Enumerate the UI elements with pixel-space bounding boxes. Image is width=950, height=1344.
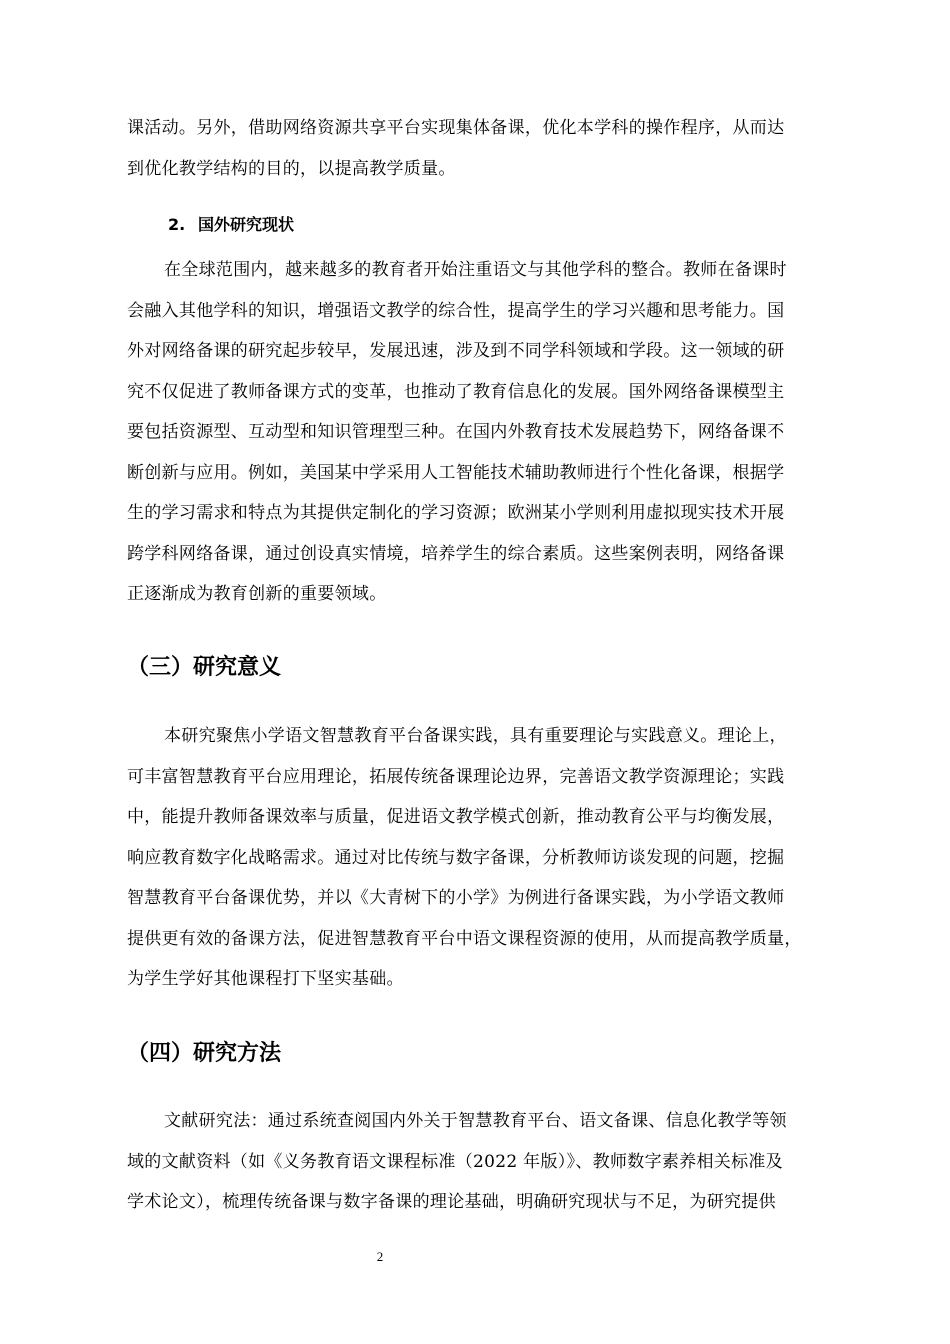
text-line: 课活动。另外，借助网络资源共享平台实现集体备课，优化本学科的操作程序，从而达 [127,118,785,138]
text-line: 提供更有效的备课方法，促进智慧教育平台中语文课程资源的使用，从而提高教学质量， [127,928,802,949]
subheading-foreign-research [168,213,294,237]
paragraph-foreign-research [127,250,857,615]
section-heading-significance: （三）研究意义 [127,655,282,680]
text-line: 究不仅促进了教师备课方式的变革，也推动了教育信息化的发展。国外网络备课模型主 [127,381,785,402]
text-line: 智慧教育平台备课优势，并以《大青树下的小学》为例进行备课实践，为小学语文教师 [127,888,785,908]
text-line: 断创新与应用。例如，美国某中学采用人工智能技术辅助教师进行个性化备课，根据学 [127,462,785,483]
text-line: 学术论文），梳理传统备课与数字备课的理论基础，明确研究现状与不足，为研究提供 [127,1192,776,1212]
text-line: 为学生学好其他课程打下坚实基础。 [127,969,404,989]
text-line: 中，能提升教师备课效率与质量，促进语文教学模式创新，推动教育公平与均衡发展， [127,807,785,827]
text-line: 要包括资源型、互动型和知识管理型三种。在国内外教育技术发展趋势下，网络备课不 [127,422,785,442]
text-line: 正逐渐成为教育创新的重要领域。 [127,584,387,604]
paragraph-continued [127,108,857,189]
text-line: 到优化教学结构的目的，以提高教学质量。 [127,158,456,179]
subheading-title: 国外研究现状 [198,215,295,234]
text-line: 外对网络备课的研究起步较早，发展迅速，涉及到不同学科领域和学段。这一领域的研 [127,341,785,361]
text-line: 文献研究法：通过系统查阅国内外关于智慧教育平台、语文备课、信息化教学等领 [164,1111,787,1131]
text-line: 响应教育数字化战略需求。通过对比传统与数字备课，分析教师访谈发现的问题，挖掘 [127,847,785,868]
text-line: 生的学习需求和特点为其提供定制化的学习资源；欧洲某小学则利用虚拟现实技术开展 [127,503,785,523]
section-heading-methods: （四）研究方法 [127,1041,282,1066]
subheading-number: 2. [168,215,186,234]
paragraph-methods [127,1101,857,1223]
text-line: 本研究聚焦小学语文智慧教育平台备课实践，具有重要理论与实践意义。理论上， [164,726,787,746]
text-line: 可丰富智慧教育平台应用理论，拓展传统备课理论边界，完善语文教学资源理论；实践 [127,766,785,787]
page-number: 2 [376,1249,384,1264]
text-line: 在全球范围内，越来越多的教育者开始注重语文与其他学科的整合。教师在备课时 [164,260,787,280]
text-line: 跨学科网络备课，通过创设真实情境，培养学生的综合素质。这些案例表明，网络备课 [127,543,785,564]
text-line: 会融入其他学科的知识，增强语文教学的综合性，提高学生的学习兴趣和思考能力。国 [127,300,785,321]
paragraph-significance [127,716,857,1000]
text-line: 域的文献资料（如《义务教育语文课程标准（2022 年版）》、教师数字素养相关标准及 [127,1151,783,1172]
